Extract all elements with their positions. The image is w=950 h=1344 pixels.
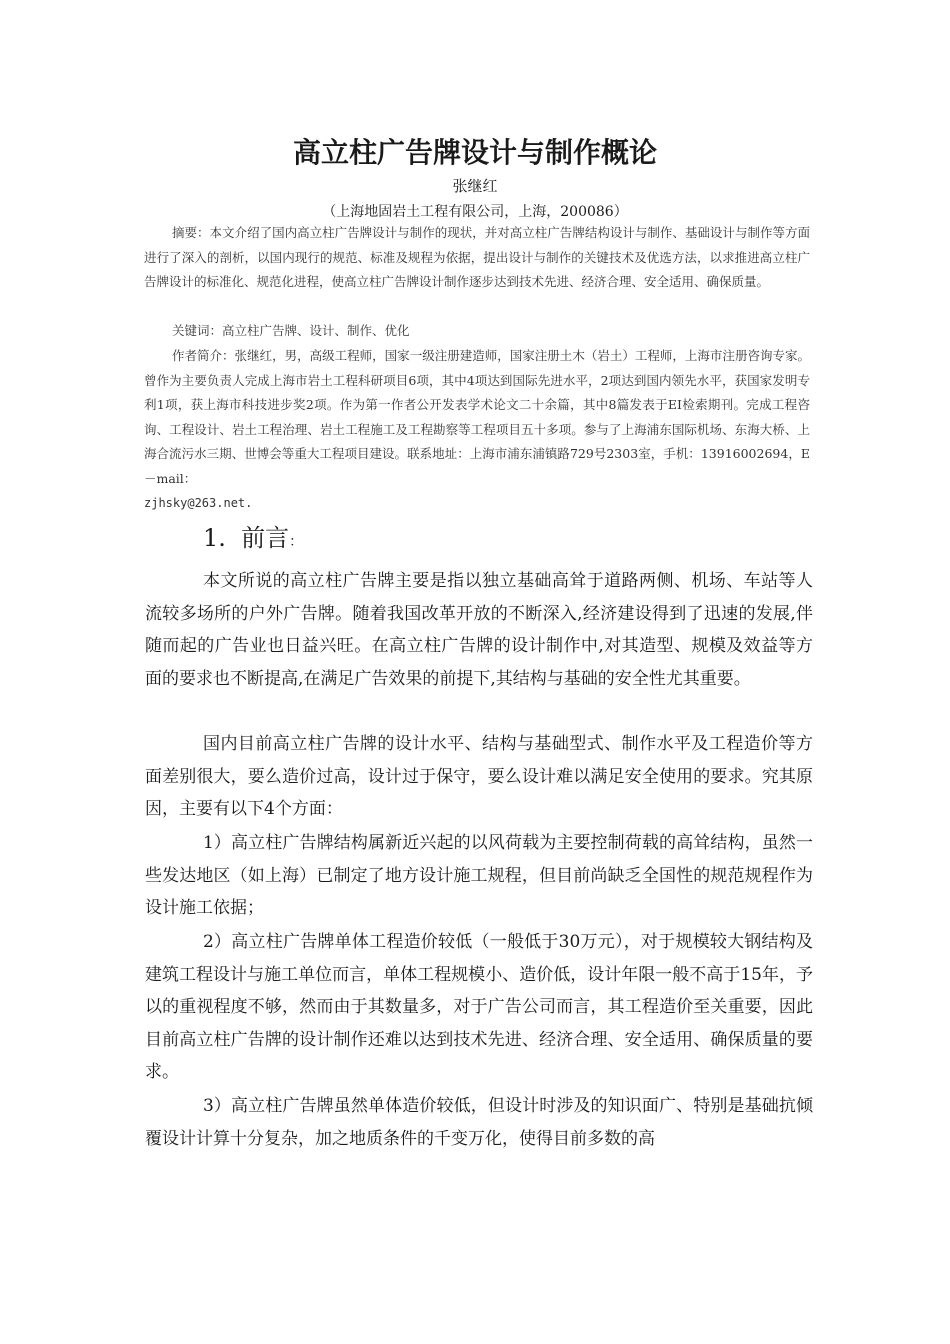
- author-email: zjhsky@263.net.: [144, 496, 253, 510]
- section-title: 前言: [241, 524, 290, 552]
- section-heading-intro: [203, 520, 303, 560]
- body-paragraph-5: 3）高立柱广告牌虽然单体造价较低，但设计时涉及的知识面广、特别是基础抗倾覆设计计算十分复杂，加之地质条件的千变万化，使得目前多数的高: [145, 1096, 813, 1149]
- section-number: 1.: [203, 524, 226, 552]
- document-title: 高立柱广告牌设计与制作概论: [292, 136, 657, 169]
- section-colon: ：: [289, 534, 304, 550]
- keywords-block: [144, 319, 810, 344]
- abstract-block: [144, 221, 810, 295]
- body-paragraph-4: 2）高立柱广告牌单体工程造价较低（一般低于30万元），对于规模较大钢结构及建筑工程设计与施工单位而言，单体工程规模小、造价低，设计年限一般不高于15年，予以的重视程度不够，然而由于其数量多，对于广告公司而言，其工程造价至关重要，因此目前高立柱广告牌的设计制作还难以达到技术先进、经济合理、安全适用、确保质量的要求。: [145, 932, 813, 1083]
- body-paragraph-2: 国内目前高立柱广告牌的设计水平、结构与基础型式、制作水平及工程造价等方面差别很大，要么造价过高，设计过于保守，要么设计难以满足安全使用的要求。究其原因，主要有以下4个方面：: [145, 734, 813, 820]
- abstract-text: 摘要：本文介绍了国内高立柱广告牌设计与制作的现状，并对高立柱广告牌结构设计与制作、基础设计与制作等方面进行了深入的剖析，以国内现行的规范、标准及规程为依据，提出设计与制作的关键技术及优选方法，以求推进高立柱广告牌设计的标准化、规范化进程，使高立柱广告牌设计制作逐步达到技术先进、经济合理、安全适用、确保质量。: [144, 225, 810, 289]
- keywords-text: 关键词：高立柱广告牌、设计、制作、优化: [172, 323, 410, 338]
- author-affiliation: （上海地固岩土工程有限公司，上海，200086）: [322, 204, 628, 220]
- body-paragraph-1: 本文所说的高立柱广告牌主要是指以独立基础高耸于道路两侧、机场、车站等人流较多场所的户外广告牌。随着我国改革开放的不断深入,经济建设得到了迅速的发展,伴随而起的广告业也日益兴旺。在高立柱广告牌的设计制作中,对其造型、规模及效益等方面的要求也不断提高,在满足广告效果的前提下,其结构与基础的安全性尤其重要。: [145, 571, 813, 689]
- author-bio-text: 作者简介：张继红，男，高级工程师，国家一级注册建造师，国家注册土木（岩土）工程师，上海市注册咨询专家。曾作为主要负责人完成上海市岩土工程科研项目6项，其中4项达到国际先进水平，2项达到国内领先水平，获国家发明专利1项，获上海市科技进步奖2项。作为第一作者公开发表学术论文二十余篇，其中8篇发表于EI检索期刊。完成工程咨询、工程设计、岩土工程治理、岩土工程施工及工程勘察等工程项目五十多项。参与了上海浦东国际机场、东海大桥、上海合流污水三期、世博会等重大工程项目建设。联系地址：上海市浦东浦镇路729号2303室，手机：13916002694，E－mail：: [144, 348, 810, 486]
- author-bio-block: [144, 344, 810, 516]
- body-paragraph-3: 1）高立柱广告牌结构属新近兴起的以风荷载为主要控制荷载的高耸结构，虽然一些发达地区（如上海）已制定了地方设计施工规程，但目前尚缺乏全国性的规范规程作为设计施工依据；: [145, 833, 813, 919]
- author-name: 张继红: [452, 177, 498, 195]
